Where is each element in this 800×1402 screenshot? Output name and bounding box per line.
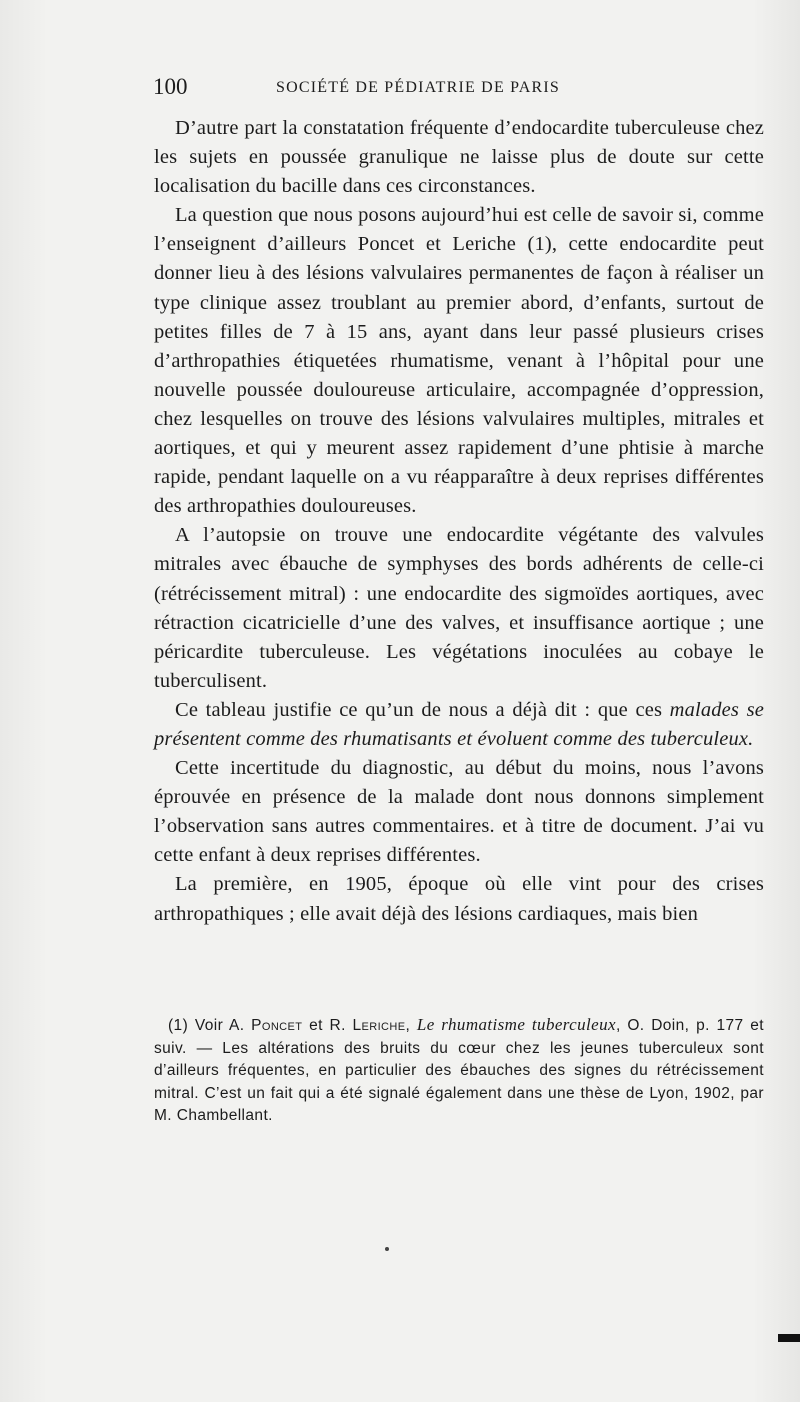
- paragraph-6: La première, en 1905, époque où elle vint pour des crises arthropathiques ; elle avait déjà des lésions cardiaques, mais bien: [154, 873, 764, 925]
- paper-speck: [385, 1247, 389, 1251]
- paragraph-4-italic: malades se présentent comme des rhumatisants et évoluent comme des tuberculeux.: [154, 698, 764, 750]
- footnote-author-2: Leriche: [352, 1017, 406, 1034]
- footnote-rest: , O. Doin, p. 177 et suiv. — Les altérations des bruits du cœur chez les jeunes tuberculeux sont d’ailleurs fréquentes, en particulier des ébauches des signes du rétrécissement mitral. C’est un fait qui a été signalé également dans une thèse de Lyon, 1902, par M. Chambellant.: [154, 1017, 764, 1124]
- footnote-and: et R.: [302, 1017, 353, 1034]
- footnote-marker: (1) Voir A.: [168, 1017, 252, 1034]
- footnote-text: [154, 1014, 764, 1128]
- page-number: 100: [153, 74, 188, 99]
- paragraph-5: Cette incertitude du diagnostic, au début du moins, nous l’avons éprouvée en présence de la malade dont nous donnons simplement l’observation sans autres commentaires. et à titre de document. J’ai vu cette enfant à deux reprises différentes.: [154, 757, 764, 867]
- paragraph-4: [154, 696, 764, 754]
- page-header: [153, 74, 623, 104]
- paragraph-2: La question que nous posons aujourd’hui est celle de savoir si, comme l’enseignent d’ailleurs Poncet et Leriche (1), cette endocardite peut donner lieu à des lésions valvulaires permanentes de façon à réaliser un type clinique assez troublant au premier abord, d’enfants, surtout de petites filles de 7 à 15 ans, ayant dans leur passé plusieurs crises d’arthropathies étiquetées rhumatisme, venant à l’hôpital pour une nouvelle poussée douloureuse articulaire, accompagnée d’oppression, chez lesquelles on trouve des lésions valvulaires multiples, mitrales et aortiques, et qui y meurent assez rapidement d’une phtisie à marche rapide, pendant laquelle on a vu réapparaître à deux reprises différentes des arthropathies douloureuses.: [154, 204, 764, 518]
- paragraph-1: D’autre part la constatation fréquente d’endocardite tuberculeuse chez les sujets en poussée granulique ne laisse plus de doute sur cette localisation du bacille dans ces circonstances.: [154, 117, 764, 198]
- running-title: SOCIÉTÉ DE PÉDIATRIE DE PARIS: [276, 79, 560, 96]
- footnote-comma: ,: [405, 1017, 417, 1034]
- footnote-book-title: Le rhumatisme tuberculeux: [416, 1015, 616, 1034]
- scan-edge-mark: [778, 1334, 800, 1342]
- paragraph-4-lead: Ce tableau justifie ce qu’un de nous a déjà dit : que ces: [175, 698, 670, 721]
- paragraph-3: A l’autopsie on trouve une endocardite végétante des valvules mitrales avec ébauche de symphyses des bords adhérents de celle-ci (rétrécissement mitral) : une endocardite des sigmoïdes aortiques, avec rétraction cicatricielle d’une des valves, et insuffisance aortique ; une péricardite tuberculeuse. Les végétations inoculées au cobaye le tuberculisent.: [154, 524, 764, 692]
- body-text: [154, 114, 764, 929]
- footnote: [154, 1014, 764, 1128]
- footnote-author-1: Poncet: [251, 1017, 303, 1034]
